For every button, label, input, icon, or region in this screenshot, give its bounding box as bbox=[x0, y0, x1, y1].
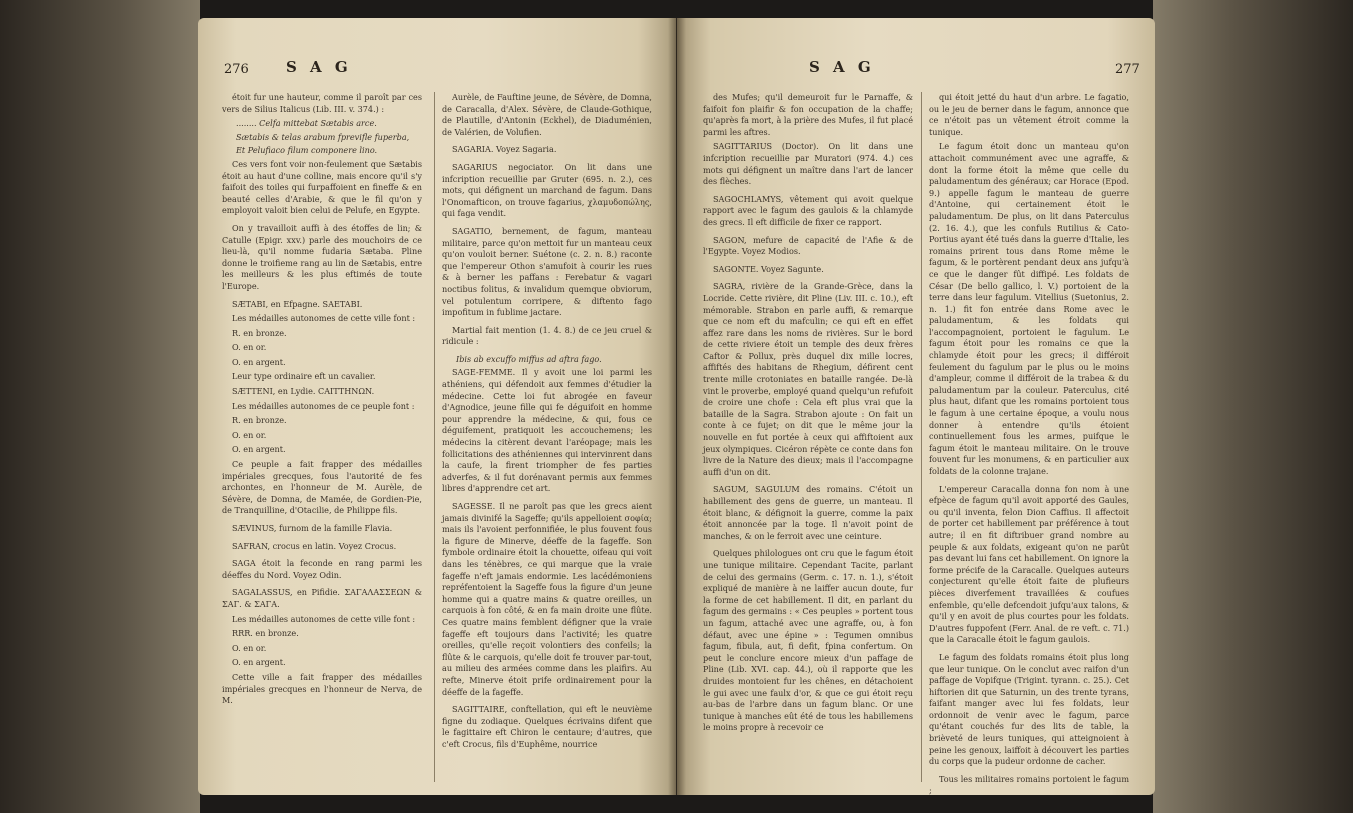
paragraph: SAGARIUS negociator. On lit dans une infcription recueillie par Gruter (695. n. 2.), ces mots, qui défignent un marchand de fagum. Dans l'Onomafticon, on trouve fagarius, χλαμυδοπώλης, qui faga vendit. bbox=[442, 161, 652, 219]
left-page-edges bbox=[0, 0, 200, 813]
paragraph: Cette ville a fait frapper des médailles impériales grecques en l'honneur de Nerva, de M. bbox=[222, 671, 422, 706]
paragraph: Leur type ordinaire eft un cavalier. bbox=[232, 371, 376, 382]
paragraph: Ibis ab excuffo miffus ad aftra fago. bbox=[456, 353, 602, 364]
left-column-2 bbox=[442, 92, 652, 756]
paragraph: Le fagum étoit donc un manteau qu'on attachoit communément avec une agraffe, & dont la forme étoit la même que celle du paludamentum des généraux; car Horace (Epod. 9.) appelle fagum le manteau de guerre d'Antoine, qui certainement étoit le paludamentum. De plus, on lit dans Paterculus (2. 16. 4.), que les confuls Rutilius & Cato-Portius ayant été tués dans la guerre d'Italie, les romains prirent tous dans Rome même le fagum, & le portèrent pendant deux ans jufqu'à ce que le danger fût diffipé. Les foldats de César (De bello gallico, l. V.) portoient de la terre dans leur fagulum. Vitellius (Suetonius, 2. n. 1.) fit fon entrée dans Rome avec le paludamentum, & les foldats qui l'accompagnoient, portoient le fagulum. Le fagum étoit pour les romains ce que la chlamyde étoit pour les grecs; il différoit feulement du fagulum par le plus ou le moins d'ampleur, comme il différoit de la trabea & du paludamentum par la couleur. Paterculus, cité plus haut, difant que les romains portoient tous le fagum à une certaine époque, a voulu nous donner à entendre qu'ils étoient continuellement fous les armes, puifque le fagum étoit le manteau militaire. On le trouve fouvent fur les monumens, & en particulier aux foldats de la colonne trajane. bbox=[929, 141, 1129, 476]
paragraph: O. en or. bbox=[232, 429, 267, 440]
paragraph: Aurèle, de Fauftine jeune, de Sévère, de Domna, de Caracalla, d'Alex. Sévère, de Claude-Gothique, de Plautille, d'Antonin (Eckhel), de Diaduménien, de Valérien, de Volufien. bbox=[442, 92, 652, 137]
paragraph: ........ Celfa mittebat Sætabis arce. bbox=[236, 118, 377, 129]
paragraph: Les médailles autonomes de cette ville font : bbox=[232, 613, 416, 624]
left-page bbox=[198, 18, 676, 795]
paragraph: O. en argent. bbox=[232, 356, 286, 367]
paragraph: Les médailles autonomes de ce peuple font : bbox=[232, 400, 415, 411]
paragraph: SAGOCHLAMYS, vêtement qui avoit quelque rapport avec le fagum des gaulois & la chlamyde des grecs. Il eft difficile de fixer ce rapport. bbox=[703, 193, 913, 227]
paragraph: SAGITTAIRE, conftellation, qui eft le neuvième figne du zodiaque. Quelques écrivains difent que le fagittaire eft Chiron le centaure; d'autres, que c'eft Crocus, fils d'Euphême, nourrice bbox=[442, 704, 652, 749]
page-number-right: 277 bbox=[1115, 62, 1140, 77]
paragraph: SAGRA, rivière de la Grande-Grèce, dans la Locride. Cette rivière, dit Pline (Liv. III. c. 10.), eft mémorable. Strabon en parle auffi, & remarque que ce nom eft du mafculin; ce qui eft en effet affez rare dans les noms de rivières. Sur le bord de cette riviere étoit un temple des deux frères Caftor & Pollux, près duquel dix mille locres, affiftés des habitans de Rhegium, défirent cent trente mille crotoniates en bataille rangée. De-là vint le proverbe, employé quand quelqu'un refufoit de croire une chofe : Cela eft plus vrai que la bataille de la Sagra. Strabon ajoute : On fait un conte à ce fujet; on dit que le même jour la nouvelle en fut portée à ceux qui affiftoient aux jeux olympiques. Cicéron répète ce conte dans fon livre de la Nature des dieux; mais il l'accompagne auffi d'un on dit. bbox=[703, 281, 913, 477]
paragraph: qui étoit jetté du haut d'un arbre. Le fagatio, ou le jeu de berner dans le fagum, annonce que ce n'étoit pas un vêtement étroit comme la tunique. bbox=[929, 92, 1129, 137]
paragraph: L'empereur Caracalla donna fon nom à une efpèce de fagum qu'il avoit apporté des Gaules, ou qu'il inventa, felon Dion Caffius. Il affectoit de porter cet habillement par préférence à tout autre; il en fit diftribuer grand nombre au peuple & aux foldats, exigeant qu'on ne parût pas devant lui fans cet habillement. On ignore la forme précife de la Caracalle. Quelques auteurs conjecturent qu'elle étoit faite de plufieurs pièces diverfement travaillées & coufues enfemble, qu'elle defcendoit jufqu'aux talons, & qu'il y en avoit de plus courtes pour les foldats. D'autres fuppofent (Ferr. Anal. de re veft. c. 71.) que la Caracalle étoit le fagum gaulois. bbox=[929, 483, 1129, 645]
paragraph: SÆVINUS, furnom de la famille Flavia. bbox=[232, 523, 393, 533]
paragraph: O. en argent. bbox=[232, 444, 286, 455]
right-column-1 bbox=[703, 92, 913, 740]
paragraph: Et Pelufiaco filum componere lino. bbox=[236, 145, 378, 156]
paragraph: Ces vers font voir non-feulement que Sætabis étoit au haut d'une colline, mais encore qu'il s'y faifoit des toiles qui furpaffoient en fineffe & en beauté celles d'Arabie, & que le fil qu'on y employoit valoit bien celui de Pelufe, en Egypte. bbox=[222, 158, 422, 216]
page-number-left: 276 bbox=[224, 62, 249, 77]
paragraph: RRR. en bronze. bbox=[232, 628, 299, 639]
right-column-2 bbox=[929, 92, 1129, 795]
paragraph: R. en bronze. bbox=[232, 415, 287, 426]
paragraph: Les médailles autonomes de cette ville font : bbox=[232, 313, 416, 324]
paragraph: O. en or. bbox=[232, 642, 267, 653]
paragraph: SAGA étoit la feconde en rang parmi les déeffes du Nord. Voyez Odin. bbox=[222, 558, 422, 580]
right-page-edges bbox=[1153, 0, 1353, 813]
running-head-left: S A G bbox=[286, 58, 352, 76]
paragraph: SAGESSE. Il ne paroît pas que les grecs aient jamais divinifé la Sageffe; qu'ils appelloient σοφία; mais ils l'avoient perfonnifiée, le plus fouvent fous la figure de Minerve, déeffe de la fageffe. Son fymbole ordinaire étoit la chouette, oifeau qui voit dans les ténèbres, ce qui marque que la vraie fageffe n'eft jamais endormie. Les lacédémoniens repréfentoient la Sageffe fous la figure d'un jeune homme qui a quatre mains & quatre oreilles, un carquois à fon côté, & en fa main droite une flûte. Ces quatre mains femblent défigner que la vraie fageffe eft toujours dans l'activité; les quatre oreilles, qu'elle reçoit volontiers des confeils; la flûte & le carquois, qu'elle doit fe trouver par-tout, au milieu des armées comme dans les plaifirs. Au refte, Minerve étoit prife ordinairement pour la déeffe de la fageffe. bbox=[442, 501, 652, 697]
paragraph: SAFRAN, crocus en latin. Voyez Crocus. bbox=[232, 540, 397, 551]
paragraph: des Mufes; qu'il demeuroit fur le Parnaffe, & faifoit fon plaifir & fon occupation de la chaffe; qu'après fa mort, à la prière des Mufes, il fut placé parmi les aftres. bbox=[703, 92, 913, 137]
paragraph: Tous les militaires romains portoient le fagum ; bbox=[929, 773, 1129, 795]
paragraph: O. en argent. bbox=[232, 657, 286, 668]
column-rule bbox=[921, 92, 922, 782]
book-gutter bbox=[668, 18, 686, 795]
paragraph: Quelques philologues ont cru que le fagum étoit une tunique militaire. Cependant Tacite, parlant de celui des germains (Germ. c. 17. n. 1.), s'étoit expliqué de manière à ne laiffer aucun doute, fur la forme de cet habillement. Il dit, en parlant du fagum des germains : « Ces peuples » portent tous un fagum, attaché avec une agraffe, ou, à fon défaut, avec une épine » : Tegumen omnibus fagum, fibula, aut, fi defit, fpina confertum. On peut le conclure encore mieux d'un paffage de Pline (Lib. XVI. cap. 44.), où il rapporte que les druides montoient fur les chênes, en détachoient le gui avec une faulx d'or, & que ce gui étoit reçu au-bas de l'arbre dans un fagum blanc. Or une tunique à manches eût été de tous les habillemens le moins propre à recevoir ce bbox=[703, 548, 913, 733]
paragraph: Le fagum des foldats romains étoit plus long que leur tunique. On le conclut avec raifon d'un paffage de Vopifque (Trigint. tyrann. c. 25.). Cet hiftorien dit que Saturnin, un des trente tyrans, faifant manger avec lui fes foldats, leur ordonnoit de venir avec le fagum, parce qu'étant couchés fur des lits de table, la brièveté de leurs tuniques, qui atteignoient à peine les genoux, laiffoit à découvert les parties du corps que la pudeur ordonne de cacher. bbox=[929, 651, 1129, 767]
paragraph: SAGE-FEMME. Il y avoit une loi parmi les athéniens, qui défendoit aux femmes d'étudier la médecine. Cette loi fut abrogée en faveur d'Agnodice, jeune fille qui fe déguifoit en homme pour apprendre la médecine, & qui, fous ce déguifement, pratiquoit les accouchemens; les médecins la citèrent devant l'aréopage; mais les follicitations des athéniennes qui intervinrent dans la caufe, la firent triompher de fes parties adverfes, & il fut dorénavant permis aux femmes libres d'apprendre cet art. bbox=[442, 367, 652, 494]
paragraph: SAGON, mefure de capacité de l'Afie & de l'Egypte. Voyez Modios. bbox=[703, 234, 913, 257]
paragraph: étoit fur une hauteur, comme il paroît par ces vers de Silius Italicus (Lib. III. v. 374.) : bbox=[222, 92, 422, 114]
paragraph: SAGITTARIUS (Doctor). On lit dans une infcription recueillie par Muratori (974. 4.) ces mots qui défignent un maître dans l'art de lancer des flèches. bbox=[703, 141, 913, 187]
paragraph: Sætabis & telas arabum fprevifle fuperba, bbox=[236, 131, 410, 142]
paragraph: O. en or. bbox=[232, 342, 267, 353]
running-head-right: S A G bbox=[809, 58, 875, 76]
paragraph: SAGALASSUS, en Pifidie. ΣΑΓΑΛΑΣΣΕΩΝ & ΣΑΓ. & ΣΑΓΑ. bbox=[222, 587, 422, 609]
paragraph: SAGARIA. Voyez Sagaria. bbox=[452, 144, 557, 155]
paragraph: On y travailloit auffi à des étoffes de lin; & Catulle (Epigr. xxv.) parle des mouchoirs de ce lieu-là, qu'il nomme fudaria Sætaba. Pline donne le troifieme rang au lin de Sætabis, entre les meilleurs & les plus eftimés de toute l'Europe. bbox=[222, 222, 422, 291]
paragraph: R. en bronze. bbox=[232, 327, 287, 338]
paragraph: Ce peuple a fait frapper des médailles impériales grecques, fous l'autorité de fes archontes, en l'honneur de M. Aurèle, de Sévère, de Domna, de Mamée, de Gordien-Pie, de Tranquilline, d'Otacilie, de Philippe fils. bbox=[222, 459, 422, 516]
paragraph: SÆTABI, en Efpagne. SAETABI. bbox=[232, 298, 363, 309]
paragraph: SAGONTE. Voyez Sagunte. bbox=[713, 263, 824, 274]
left-column-1 bbox=[222, 92, 422, 713]
paragraph: SAGATIO, bernement, de fagum, manteau militaire, parce qu'on mettoit fur un manteau ceux qu'on vouloit berner. Suétone (c. 2. n. 8.) raconte que l'empereur Othon s'amufoit à courir les rues & à berner les paffans : Ferebatur & vagari noctibus folitus, & invalidum quemque obviorum, vel potulentum corripere, & diftento fago impofitum in fublime jactare. bbox=[442, 225, 652, 318]
paragraph: SÆTTENI, en Lydie. CAITTHNΩN. bbox=[232, 386, 375, 397]
paragraph: SAGUM, SAGULUM des romains. C'étoit un habillement des gens de guerre, un manteau. Il étoit blanc, & défignoit la guerre, comme la paix étoit annoncée par la toge. Il n'avoit point de manches, & on le ferroit avec une ceinture. bbox=[703, 484, 913, 541]
column-rule bbox=[434, 92, 435, 782]
right-page bbox=[677, 18, 1155, 795]
paragraph: Martial fait mention (1. 4. 8.) de ce jeu cruel & ridicule : bbox=[442, 324, 652, 347]
